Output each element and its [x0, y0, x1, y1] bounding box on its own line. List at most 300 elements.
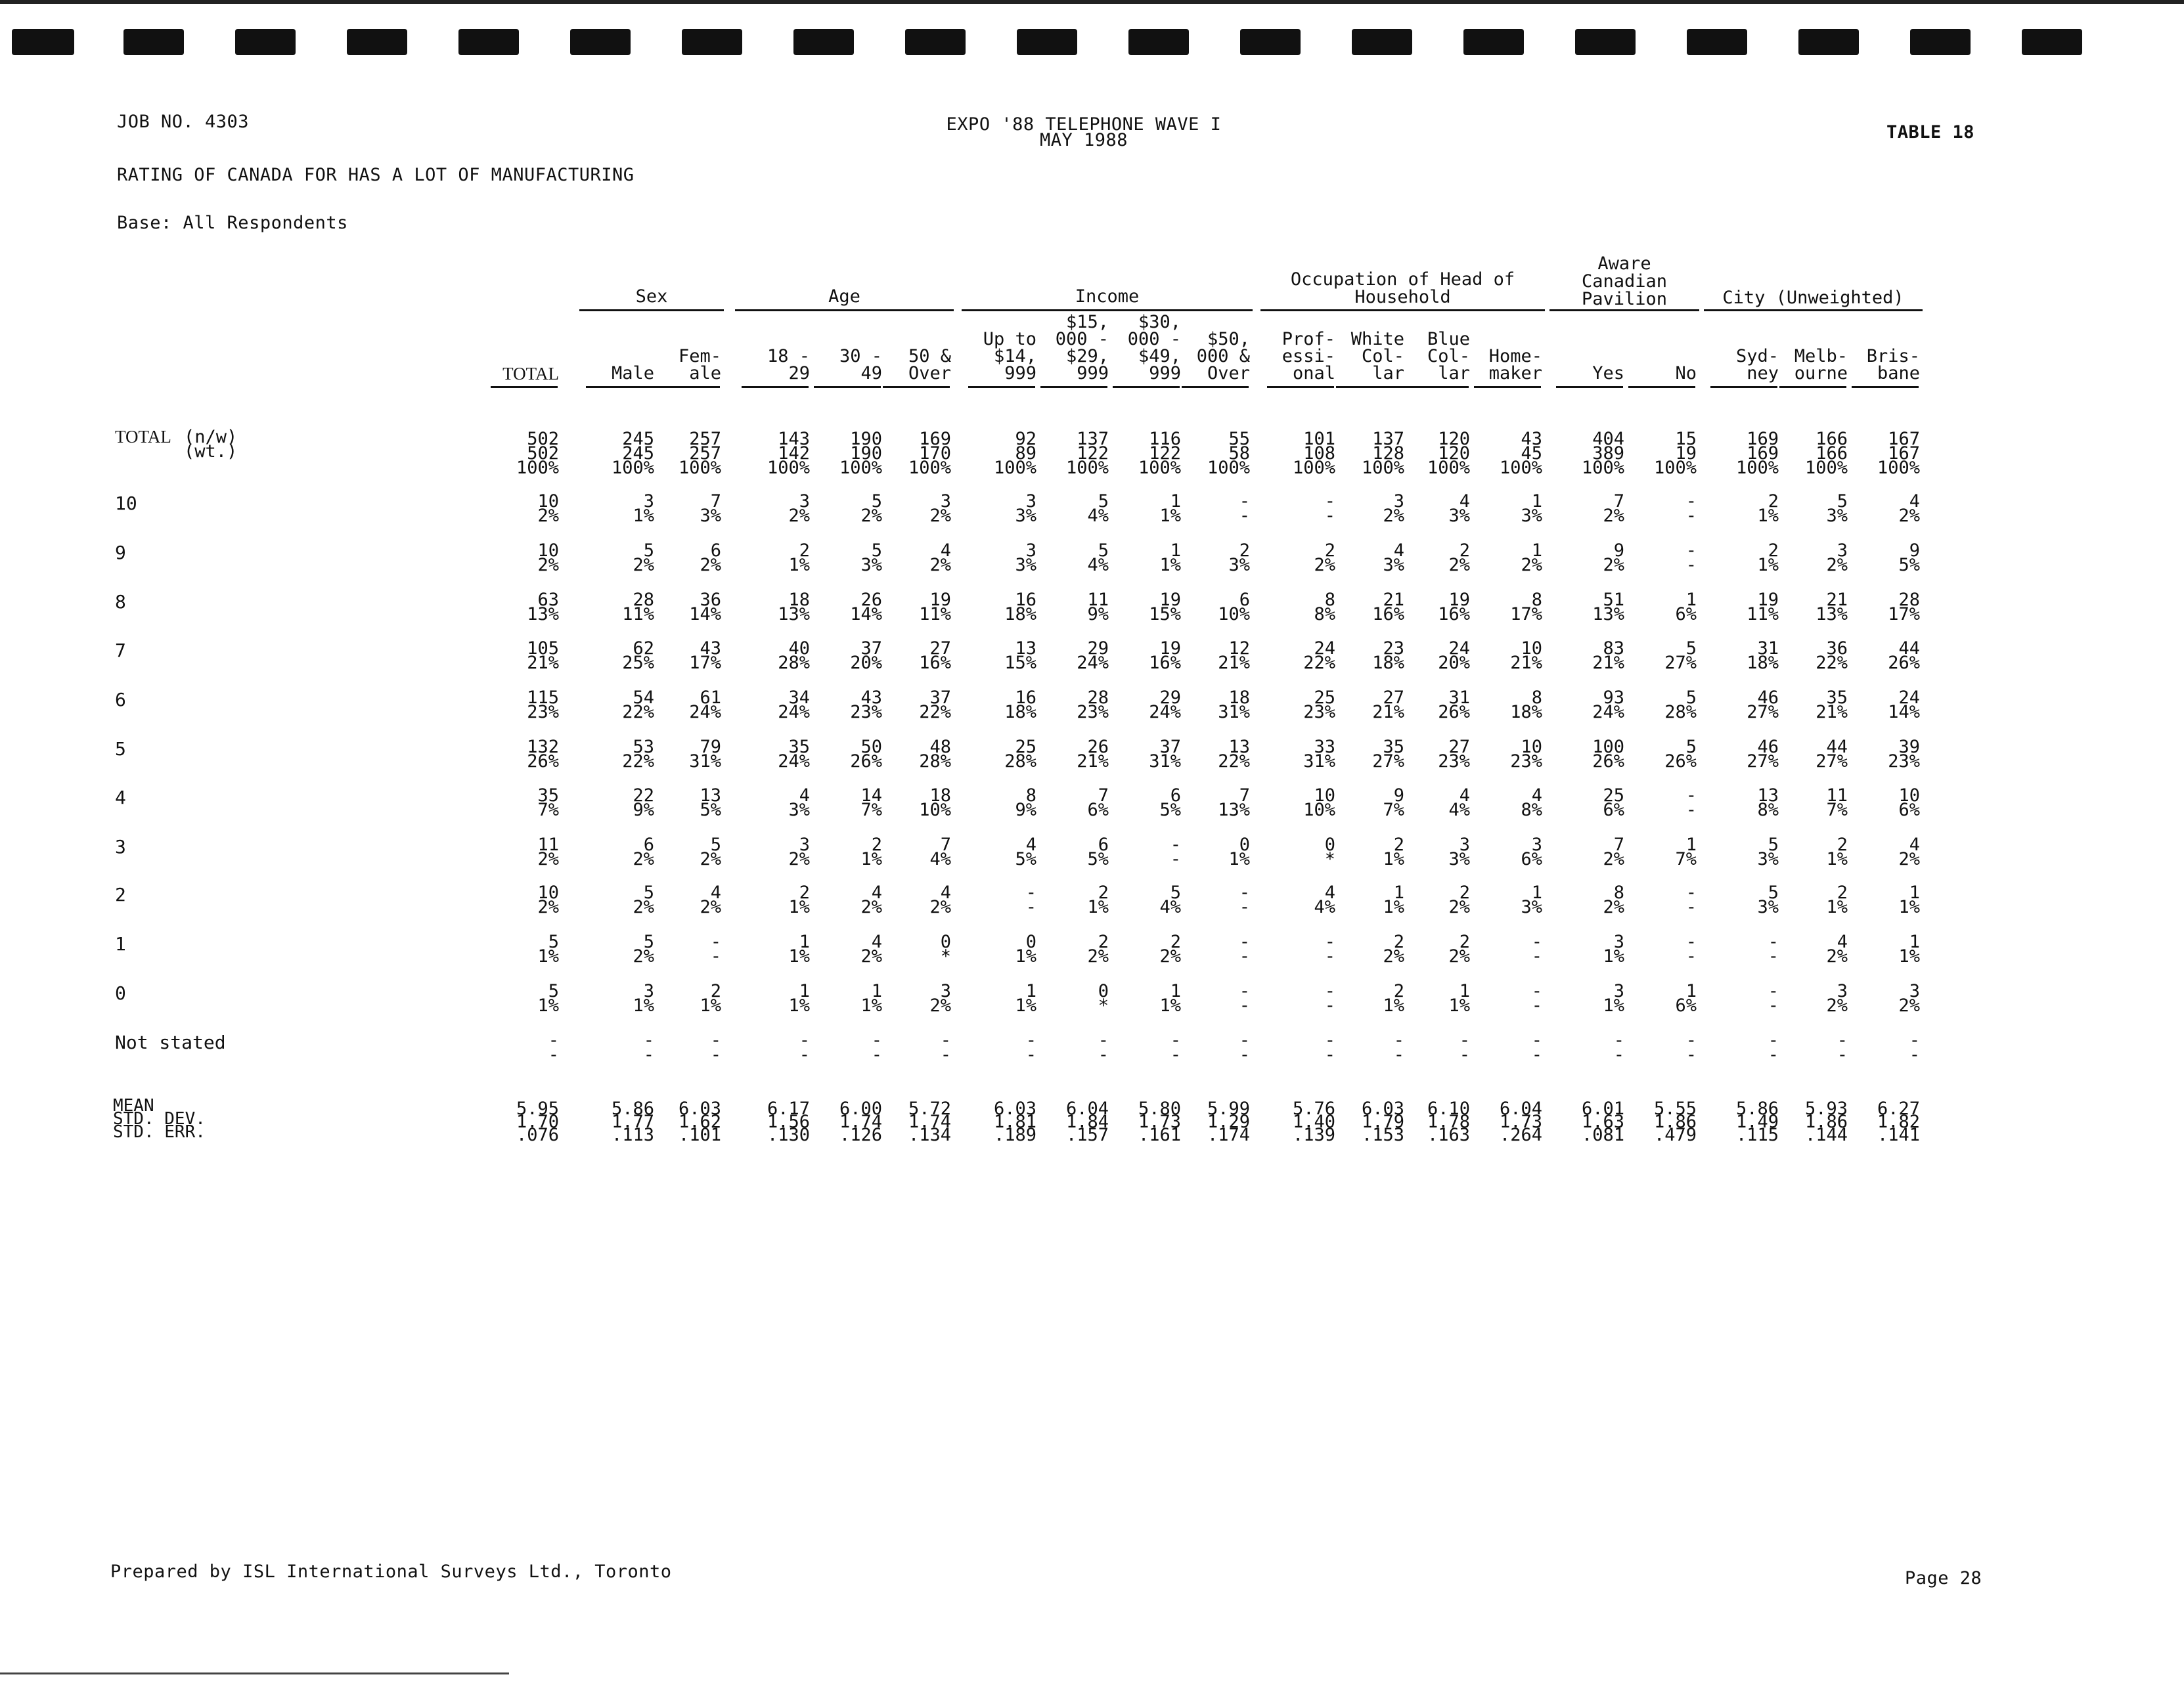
table-cell: 46 27% — [1747, 688, 1779, 722]
table-cell: 18 13% — [778, 590, 810, 624]
table-cell: 3 1% — [633, 981, 654, 1016]
total-column-header: TOTAL — [502, 364, 559, 383]
group-underline — [962, 309, 1253, 311]
table-cell: - - — [710, 932, 721, 967]
table-cell-total: 101 108 100% — [1292, 429, 1335, 478]
column-group-header: Aware Canadian Pavilion — [1581, 253, 1668, 309]
table-cell: 29 24% — [1149, 688, 1181, 722]
column-group-header: Age — [828, 286, 860, 307]
table-cell: - - — [1685, 785, 1697, 820]
table-cell: 1 1% — [1159, 981, 1181, 1016]
row-label: 0 — [115, 982, 126, 1004]
table-cell: - - — [1025, 883, 1036, 917]
table-cell: 2 2% — [1383, 932, 1404, 967]
punch-hole — [458, 29, 519, 55]
column-header-underline — [1556, 386, 1623, 388]
table-cell: 3 3% — [1015, 540, 1036, 575]
column-header-underline — [742, 386, 809, 388]
table-cell: 4 4% — [1314, 883, 1335, 917]
table-cell: 115 23% — [527, 688, 559, 722]
table-cell-total: 137 128 100% — [1361, 429, 1404, 478]
table-cell: 2 2% — [1314, 540, 1335, 575]
table-cell: 2 2% — [1159, 932, 1181, 967]
table-cell: - - — [1324, 491, 1335, 526]
table-cell: 16 18% — [1004, 590, 1036, 624]
table-cell: - - — [1685, 540, 1697, 575]
table-cell: 2 1% — [1383, 835, 1404, 869]
table-cell: 8 2% — [1603, 883, 1624, 917]
table-cell: 35 27% — [1372, 737, 1404, 772]
table-cell: 1 1% — [1159, 491, 1181, 526]
table-cell: - - — [1324, 981, 1335, 1016]
table-cell: 5 2% — [860, 491, 882, 526]
table-cell: 10 2% — [537, 491, 559, 526]
column-header-underline — [491, 386, 558, 388]
table-cell: 29 24% — [1077, 638, 1109, 673]
table-cell: 13 5% — [700, 785, 721, 820]
group-underline — [735, 309, 954, 311]
table-cell: 2 1% — [788, 883, 810, 917]
table-cell: 4 2% — [700, 883, 721, 917]
stats-cell: 6.03 1.81 .189 — [993, 1099, 1036, 1145]
column-header-underline — [653, 386, 720, 388]
table-cell: 4 8% — [1521, 785, 1542, 820]
table-cell: 4 2% — [860, 883, 882, 917]
table-cell: - - — [1531, 932, 1542, 967]
table-cell: 0 * — [1098, 981, 1109, 1016]
table-cell: - - — [1685, 883, 1697, 917]
row-label: 3 — [115, 836, 126, 858]
stats-cell: 6.01 1.63 .081 — [1581, 1099, 1624, 1145]
table-cell: 2 3% — [1228, 540, 1250, 575]
punch-hole — [1240, 29, 1301, 55]
column-header: Prof- essi- onal — [1281, 329, 1335, 383]
table-cell: - - — [1239, 491, 1250, 526]
table-cell: - - — [1531, 1030, 1542, 1065]
column-header: No — [1675, 363, 1697, 383]
table-cell: 51 13% — [1592, 590, 1624, 624]
column-header: Home- maker — [1488, 346, 1542, 383]
table-cell: 54 22% — [622, 688, 654, 722]
punch-hole — [1017, 29, 1077, 55]
punch-hole — [12, 29, 74, 55]
table-cell: 28 11% — [622, 590, 654, 624]
table-cell: 5 4% — [1087, 540, 1109, 575]
table-cell: 22 9% — [633, 785, 654, 820]
table-cell: 37 20% — [850, 638, 882, 673]
table-cell: 2 1% — [1757, 491, 1779, 526]
table-cell: 1 6% — [1675, 590, 1697, 624]
punch-hole — [682, 29, 742, 55]
table-cell: - - — [1531, 981, 1542, 1016]
table-cell: 3 6% — [1521, 835, 1542, 869]
table-cell: 4 2% — [860, 932, 882, 967]
column-header: 30 - 49 — [839, 346, 882, 383]
row-label: Not stated — [115, 1032, 226, 1053]
table-cell: 5 2% — [633, 932, 654, 967]
table-cell: 3 2% — [929, 981, 951, 1016]
column-group-header: City (Unweighted) — [1722, 288, 1904, 308]
table-cell: 2 1% — [1826, 835, 1848, 869]
table-cell: 93 24% — [1592, 688, 1624, 722]
table-cell: 21 13% — [1816, 590, 1848, 624]
punch-hole — [1575, 29, 1636, 55]
table-cell: 43 23% — [850, 688, 882, 722]
table-cell: 3 3% — [1015, 491, 1036, 526]
table-cell: 9 2% — [1603, 540, 1624, 575]
table-cell: 28 23% — [1077, 688, 1109, 722]
table-cell: 9 7% — [1383, 785, 1404, 820]
stats-cell: 5.86 1.49 .115 — [1735, 1099, 1779, 1145]
table-cell: 5 1% — [537, 981, 559, 1016]
stats-cell: 5.99 1.29 .174 — [1207, 1099, 1250, 1145]
table-cell: 5 27% — [1664, 638, 1697, 673]
table-cell-total: 169 169 100% — [1735, 429, 1779, 478]
column-header: Bris- bane — [1866, 346, 1920, 383]
column-header-underline — [1040, 386, 1107, 388]
table-cell: 5 4% — [1159, 883, 1181, 917]
table-cell: 11 7% — [1826, 785, 1848, 820]
row-label: 6 — [115, 689, 126, 710]
table-cell: 1 1% — [1015, 981, 1036, 1016]
table-cell: 4 3% — [788, 785, 810, 820]
table-cell: 19 11% — [919, 590, 951, 624]
table-cell: 5 2% — [633, 540, 654, 575]
column-header-underline — [1336, 386, 1403, 388]
table-cell: 3 2% — [929, 491, 951, 526]
table-cell: - - — [1239, 981, 1250, 1016]
table-cell-total: 257 257 100% — [678, 429, 721, 478]
punch-hole — [123, 29, 184, 55]
table-cell: - - — [1459, 1030, 1470, 1065]
punch-hole — [347, 29, 407, 55]
table-cell: 100 26% — [1592, 737, 1624, 772]
table-cell: - - — [1170, 1030, 1181, 1065]
table-cell: 3 1% — [633, 491, 654, 526]
table-cell: 7 2% — [1603, 835, 1624, 869]
table-cell: 10 6% — [1898, 785, 1920, 820]
column-group-header: Income — [1075, 286, 1140, 307]
table-cell: 24 22% — [1303, 638, 1335, 673]
punch-hole — [1910, 29, 1971, 55]
table-cell: 16 18% — [1004, 688, 1036, 722]
table-cell: 1 1% — [1383, 883, 1404, 917]
column-header-underline — [968, 386, 1035, 388]
table-cell: 19 11% — [1747, 590, 1779, 624]
column-header: $15, 000 - $29, 999 — [1055, 312, 1109, 383]
group-underline — [1704, 309, 1923, 311]
table-cell-total: 143 142 100% — [767, 429, 810, 478]
table-cell: 3 2% — [788, 491, 810, 526]
table-cell: 4 3% — [1448, 491, 1470, 526]
table-cell: 43 17% — [689, 638, 721, 673]
row-label-total: TOTAL — [115, 427, 171, 447]
table-cell: 5 3% — [1826, 491, 1848, 526]
table-cell: 33 31% — [1303, 737, 1335, 772]
table-cell: - - — [1613, 1030, 1624, 1065]
table-cell: 2 1% — [1087, 883, 1109, 917]
table-cell-total: 43 45 100% — [1499, 429, 1542, 478]
table-cell: 6 5% — [1087, 835, 1109, 869]
table-cell: - - — [1909, 1030, 1920, 1065]
column-header: Syd- ney — [1735, 346, 1779, 383]
table-cell: 39 23% — [1888, 737, 1920, 772]
punch-hole — [905, 29, 966, 55]
punch-hole — [793, 29, 854, 55]
punch-hole — [2022, 29, 2082, 55]
stats-labels: MEAN STD. DEV. STD. ERR. — [113, 1096, 206, 1142]
group-underline — [1549, 309, 1699, 311]
table-number: TABLE 18 — [1886, 122, 1975, 142]
table-cell: 3 2% — [1826, 981, 1848, 1016]
table-cell: 8 9% — [1015, 785, 1036, 820]
stats-cell: 5.72 1.74 .134 — [908, 1099, 951, 1145]
stats-cell: 5.80 1.73 .161 — [1138, 1099, 1181, 1145]
table-cell: 6 2% — [633, 835, 654, 869]
punch-hole — [1798, 29, 1859, 55]
table-cell: - - — [799, 1030, 810, 1065]
table-cell: 25 28% — [1004, 737, 1036, 772]
table-cell: 37 22% — [919, 688, 951, 722]
table-cell: 1 1% — [788, 981, 810, 1016]
table-cell: 27 23% — [1438, 737, 1470, 772]
table-cell: 35 7% — [537, 785, 559, 820]
table-cell-total: 169 170 100% — [908, 429, 951, 478]
column-header-underline — [1113, 386, 1180, 388]
table-cell: 27 16% — [919, 638, 951, 673]
table-cell: 3 1% — [1603, 981, 1624, 1016]
table-cell: - - — [643, 1030, 654, 1065]
table-cell: 28 17% — [1888, 590, 1920, 624]
column-header-underline — [1267, 386, 1334, 388]
table-cell: 0 * — [940, 932, 951, 967]
punch-hole — [235, 29, 296, 55]
row-sublabel-total: (n/w) (wt.) — [184, 427, 238, 462]
table-cell: 2 1% — [1383, 981, 1404, 1016]
page-number: Page 28 — [1905, 1568, 1982, 1588]
table-cell: 2 1% — [1757, 540, 1779, 575]
stats-cell: 6.17 1.56 .130 — [767, 1099, 810, 1145]
stats-cell: 6.00 1.74 .126 — [839, 1099, 882, 1145]
table-cell: - - — [1239, 932, 1250, 967]
table-cell: 40 28% — [778, 638, 810, 673]
row-label: 7 — [115, 640, 126, 661]
column-header: Male — [611, 363, 654, 383]
table-cell-total: 190 190 100% — [839, 429, 882, 478]
table-cell: - - — [1239, 1030, 1250, 1065]
table-cell: 2 2% — [1448, 883, 1470, 917]
table-cell: 25 6% — [1603, 785, 1624, 820]
table-cell: 4 2% — [1826, 932, 1848, 967]
question-title: RATING OF CANADA FOR HAS A LOT OF MANUFACTURING — [117, 165, 635, 185]
table-cell: 8 17% — [1510, 590, 1542, 624]
table-cell: 53 22% — [622, 737, 654, 772]
table-cell: 132 26% — [527, 737, 559, 772]
table-cell: 6 5% — [1159, 785, 1181, 820]
table-cell: 44 26% — [1888, 638, 1920, 673]
table-cell: 1 3% — [1521, 491, 1542, 526]
table-cell: 27 21% — [1372, 688, 1404, 722]
table-cell: 4 5% — [1015, 835, 1036, 869]
table-cell: 7 2% — [1603, 491, 1624, 526]
table-cell: - - — [1837, 1030, 1848, 1065]
stats-cell: 6.04 1.84 .157 — [1065, 1099, 1109, 1145]
table-cell: 1 1% — [860, 981, 882, 1016]
column-header-underline — [1710, 386, 1777, 388]
column-header-underline — [1628, 386, 1695, 388]
table-cell-total: 502 502 100% — [516, 429, 559, 478]
column-header: Blue Col- lar — [1427, 329, 1470, 383]
table-cell: 7 4% — [929, 835, 951, 869]
table-cell: 0 * — [1324, 835, 1335, 869]
row-label: 5 — [115, 738, 126, 760]
table-cell: 37 31% — [1149, 737, 1181, 772]
table-cell: 2 2% — [1448, 932, 1470, 967]
column-header: White Col- lar — [1350, 329, 1404, 383]
table-cell: 1 7% — [1675, 835, 1697, 869]
table-cell: 5 28% — [1664, 688, 1697, 722]
table-cell: 5 3% — [860, 540, 882, 575]
table-cell: 24 14% — [1888, 688, 1920, 722]
table-cell: 1 1% — [1898, 883, 1920, 917]
table-cell: 44 27% — [1816, 737, 1848, 772]
table-cell: - - — [871, 1030, 882, 1065]
table-cell: 0 1% — [1015, 932, 1036, 967]
table-cell: 3 2% — [1826, 540, 1848, 575]
table-cell-total: 245 245 100% — [611, 429, 654, 478]
punch-hole — [1463, 29, 1524, 55]
table-cell: 5 4% — [1087, 491, 1109, 526]
row-label: 10 — [115, 492, 137, 514]
table-cell: - - — [940, 1030, 951, 1065]
column-header-underline — [883, 386, 950, 388]
table-cell: 4 2% — [929, 540, 951, 575]
stats-cell: 6.03 1.79 .153 — [1361, 1099, 1404, 1145]
table-cell: 10 23% — [1510, 737, 1542, 772]
table-cell: 5 2% — [700, 835, 721, 869]
table-cell: 1 1% — [788, 932, 810, 967]
report-title-line2: MAY 1988 — [1039, 130, 1128, 150]
table-cell-total: 55 58 100% — [1207, 429, 1250, 478]
table-cell: 5 1% — [537, 932, 559, 967]
column-header-underline — [814, 386, 881, 388]
table-cell: 0 1% — [1228, 835, 1250, 869]
table-cell: 35 24% — [778, 737, 810, 772]
table-cell: 3 1% — [1603, 932, 1624, 967]
table-cell: 5 3% — [1757, 835, 1779, 869]
table-cell: 19 15% — [1149, 590, 1181, 624]
table-cell: 1 2% — [1521, 540, 1542, 575]
table-cell-total: 92 89 100% — [993, 429, 1036, 478]
punch-hole — [570, 29, 631, 55]
table-cell: - - — [1768, 932, 1779, 967]
table-cell-total: 167 167 100% — [1877, 429, 1920, 478]
table-cell: 2 1% — [860, 835, 882, 869]
table-cell: - - — [1685, 1030, 1697, 1065]
table-cell: - - — [1324, 1030, 1335, 1065]
table-cell: 1 1% — [1898, 932, 1920, 967]
column-header: Melb- ourne — [1794, 346, 1848, 383]
table-cell: 7 13% — [1218, 785, 1250, 820]
group-underline — [579, 309, 724, 311]
table-cell: 6 10% — [1218, 590, 1250, 624]
table-cell: 63 13% — [527, 590, 559, 624]
table-cell: 4 2% — [929, 883, 951, 917]
table-cell-total: 15 19 100% — [1653, 429, 1697, 478]
table-cell: 10 2% — [537, 883, 559, 917]
table-cell: 3 2% — [1383, 491, 1404, 526]
column-group-header: Sex — [635, 286, 668, 307]
report-title-line1: EXPO '88 TELEPHONE WAVE I — [946, 114, 1222, 135]
table-cell-total: 120 120 100% — [1427, 429, 1470, 478]
stats-cell: 5.55 1.86 .479 — [1653, 1099, 1697, 1145]
stats-cell: 6.10 1.78 .163 — [1427, 1099, 1470, 1145]
punch-hole — [1128, 29, 1189, 55]
table-cell: 1 3% — [1521, 883, 1542, 917]
table-cell: 1 1% — [1448, 981, 1470, 1016]
table-cell: 5 2% — [633, 883, 654, 917]
table-cell: 4 2% — [1898, 491, 1920, 526]
table-cell: 2 2% — [1087, 932, 1109, 967]
stats-cell: 6.04 1.73 .264 — [1499, 1099, 1542, 1145]
job-number: JOB NO. 4303 — [117, 112, 250, 132]
table-cell: - - — [1098, 1030, 1109, 1065]
table-cell: 10 21% — [1510, 638, 1542, 673]
column-group-header: Occupation of Head of Household — [1290, 269, 1515, 307]
table-cell: 26 14% — [850, 590, 882, 624]
table-cell: 25 23% — [1303, 688, 1335, 722]
table-cell: 7 3% — [700, 491, 721, 526]
table-cell: 3 3% — [1448, 835, 1470, 869]
table-cell: 61 24% — [689, 688, 721, 722]
table-cell: 9 5% — [1898, 540, 1920, 575]
stats-cell: 5.86 1.77 .113 — [611, 1099, 654, 1145]
scan-top-edge — [0, 0, 2184, 4]
bottom-rule — [0, 1672, 509, 1674]
table-cell: 19 16% — [1149, 638, 1181, 673]
table-cell: 18 31% — [1218, 688, 1250, 722]
table-cell: 12 21% — [1218, 638, 1250, 673]
column-header-underline — [1402, 386, 1469, 388]
table-cell: 2 1% — [788, 540, 810, 575]
table-cell: 8 18% — [1510, 688, 1542, 722]
table-cell: 2 1% — [700, 981, 721, 1016]
table-cell: - - — [1324, 932, 1335, 967]
table-cell: 31 18% — [1747, 638, 1779, 673]
table-cell: - - — [1685, 491, 1697, 526]
column-header-underline — [586, 386, 653, 388]
column-header: 50 & Over — [908, 346, 951, 383]
table-cell: 36 14% — [689, 590, 721, 624]
table-cell: 2 2% — [1448, 540, 1470, 575]
table-cell: 105 21% — [527, 638, 559, 673]
table-cell: 46 27% — [1747, 737, 1779, 772]
stats-cell: 5.95 1.70 .076 — [516, 1099, 559, 1145]
table-cell-total: 166 166 100% — [1804, 429, 1848, 478]
table-cell: 36 22% — [1816, 638, 1848, 673]
table-cell: - - — [710, 1030, 721, 1065]
column-header: Fem- ale — [678, 346, 721, 383]
table-cell: 79 31% — [689, 737, 721, 772]
table-cell: 1 6% — [1675, 981, 1697, 1016]
table-cell: - - — [1025, 1030, 1036, 1065]
column-header: $50, 000 & Over — [1196, 329, 1250, 383]
table-cell: - - — [1170, 835, 1181, 869]
table-cell: 3 2% — [1898, 981, 1920, 1016]
column-header-underline — [1779, 386, 1846, 388]
table-cell: 13 22% — [1218, 737, 1250, 772]
table-cell: 10 10% — [1303, 785, 1335, 820]
